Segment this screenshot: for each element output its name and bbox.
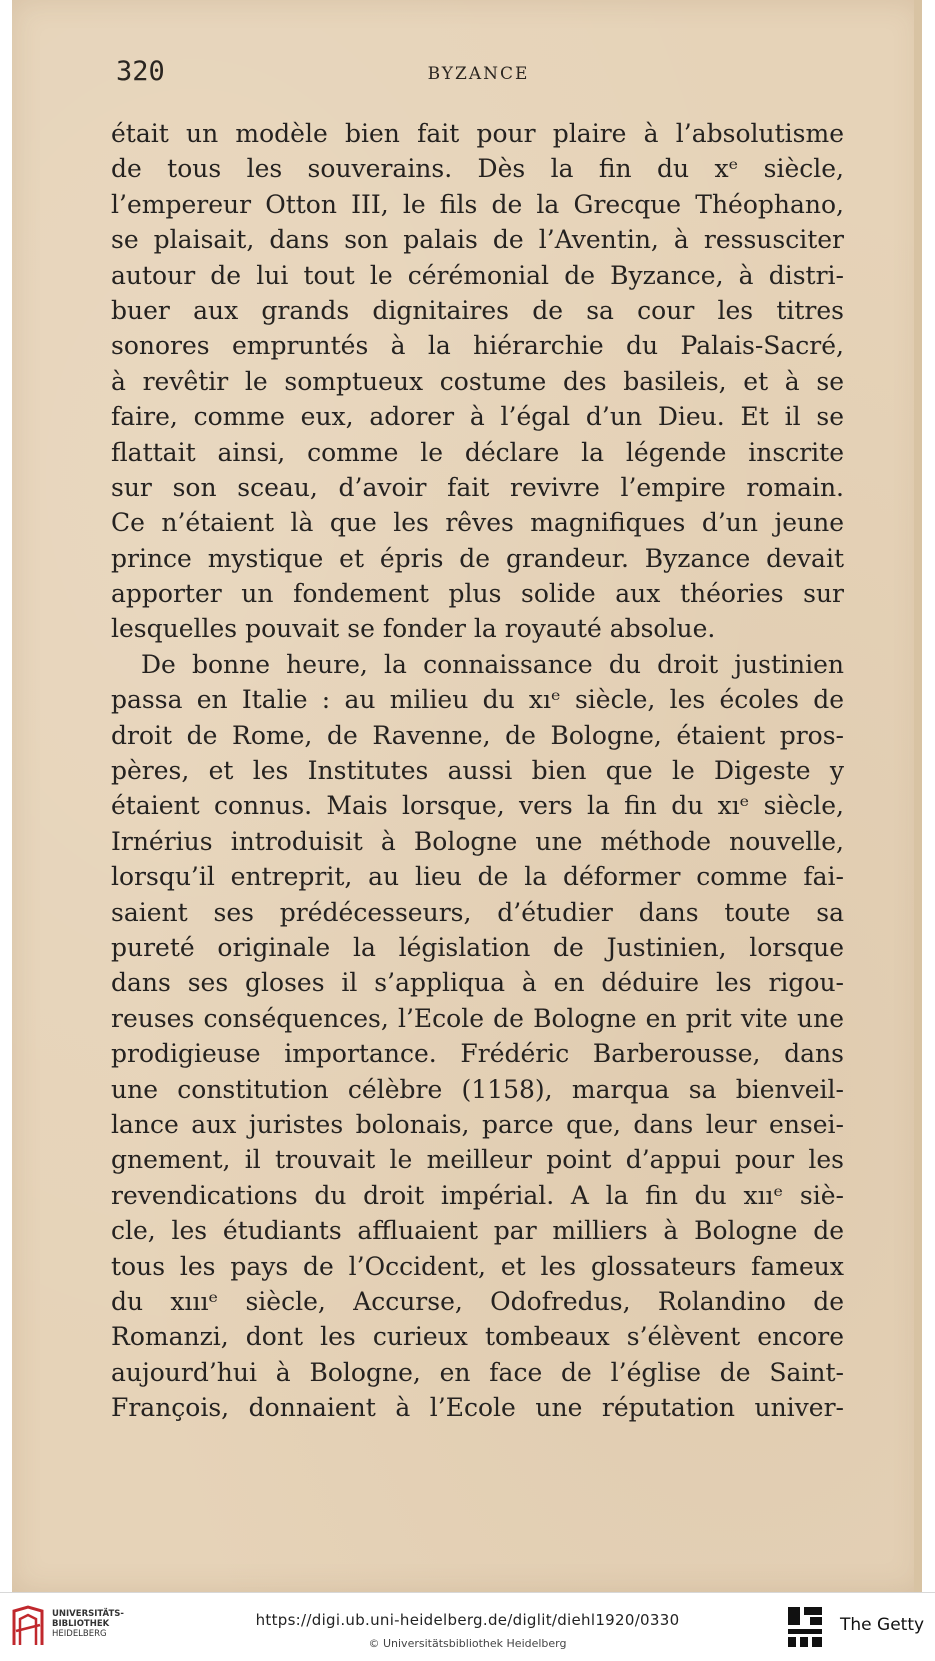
text-line: Ce n’étaient là que les rêves magnifiques d’un jeune — [111, 508, 844, 538]
text-line: François, donnaient à l’Ecole une réputation univer- — [111, 1393, 844, 1423]
library-name-line: HEIDELBERG — [52, 1629, 107, 1639]
text-line: prince mystique et épris de grandeur. Byzance devait — [111, 543, 844, 573]
text-line: prodigieuse importance. Frédéric Barberousse, dans — [111, 1039, 844, 1069]
text-line: dans ses gloses il s’appliqua à en déduire les rigou- — [111, 968, 844, 998]
getty-name: The Getty — [840, 1615, 925, 1635]
text-line: tous les pays de l’Occident, et les glossateurs fameux — [111, 1251, 844, 1281]
text-line: lorsqu’il entreprit, au lieu de la déformer comme fai- — [111, 862, 844, 892]
footer-bar — [0, 1592, 935, 1661]
text-line: Irnérius introduisit à Bologne une méthode nouvelle, — [111, 826, 844, 856]
text-line: saient ses prédécesseurs, d’étudier dans toute sa — [111, 897, 844, 927]
library-name-line: UNIVERSITÄTS- — [52, 1609, 124, 1619]
text-line: pureté originale la législation de Justinien, lorsque — [111, 932, 844, 962]
text-line: apporter un fondement plus solide aux théories sur — [111, 579, 844, 609]
text-line: gnement, il trouvait le meilleur point d’appui pour les — [111, 1145, 844, 1175]
paragraph-first-line: De bonne heure, la connaissance du droit justinien — [141, 649, 844, 679]
text-line: buer aux grands dignitaires de sa cour les titres — [111, 295, 844, 325]
text-line: se plaisait, dans son palais de l’Aventin, à ressusciter — [111, 225, 844, 255]
text-line: pères, et les Institutes aussi bien que le Digeste y — [111, 756, 844, 786]
text-line: sur son sceau, d’avoir fait revivre l’empire romain. — [111, 472, 844, 502]
text-line: aujourd’hui à Bologne, en face de l’église de Saint- — [111, 1357, 844, 1387]
text-line: faire, comme eux, adorer à l’égal d’un Dieu. Et il se — [111, 402, 844, 432]
text-line: l’empereur Otton III, le fils de la Grecque Théophano, — [111, 189, 844, 219]
text-line: cle, les étudiants affluaient par milliers à Bologne de — [111, 1216, 844, 1246]
text-line: reuses conséquences, l’Ecole de Bologne en prit vite une — [111, 1003, 844, 1033]
paragraph-last-line: lesquelles pouvait se fonder la royauté absolue. — [111, 614, 716, 644]
text-line: Romanzi, dont les curieux tombeaux s’élèvent encore — [111, 1322, 844, 1352]
text-line: autour de lui tout le cérémonial de Byzance, à distri- — [111, 260, 844, 290]
text-line: passa en Italie : au milieu du xıᵉ siècle, les écoles de — [111, 685, 844, 715]
text-line: étaient connus. Mais lorsque, vers la fin du xıᵉ siècle, — [111, 791, 844, 821]
getty-logo-icon — [786, 1605, 824, 1649]
text-line: revendications du droit impérial. A la fin du xııᵉ siè- — [111, 1180, 844, 1210]
page-number: 320 — [116, 56, 165, 87]
running-title: BYZANCE — [427, 64, 530, 84]
text-line: à revêtir le somptueux costume des basileis, et à se — [111, 366, 844, 396]
copyright-notice: © Universitätsbibliothek Heidelberg — [368, 1637, 567, 1650]
text-line: une constitution célèbre (1158), marqua sa bienveil- — [111, 1074, 844, 1104]
text-line: du xıııᵉ siècle, Accurse, Odofredus, Rolandino de — [111, 1286, 844, 1316]
library-name-line: BIBLIOTHEK — [52, 1619, 110, 1629]
text-line: droit de Rome, de Ravenne, de Bologne, étaient pros- — [111, 720, 844, 750]
text-line: sonores empruntés à la hiérarchie du Palais-Sacré, — [111, 331, 844, 361]
text-line: lance aux juristes bolonais, parce que, dans leur ensei- — [111, 1109, 844, 1139]
text-line: était un modèle bien fait pour plaire à l’absolutisme — [111, 119, 844, 148]
body-text — [111, 116, 844, 1425]
text-line: flattait ainsi, comme le déclare la légende inscrite — [111, 437, 844, 467]
book-page — [12, 0, 922, 1592]
text-line: de tous les souverains. Dès la fin du xᵉ siècle, — [111, 154, 844, 184]
page-header — [116, 56, 841, 96]
permalink-url[interactable]: https://digi.ub.uni-heidelberg.de/diglit/diehl1920/0330 — [255, 1611, 680, 1629]
page-edge — [914, 0, 922, 1592]
